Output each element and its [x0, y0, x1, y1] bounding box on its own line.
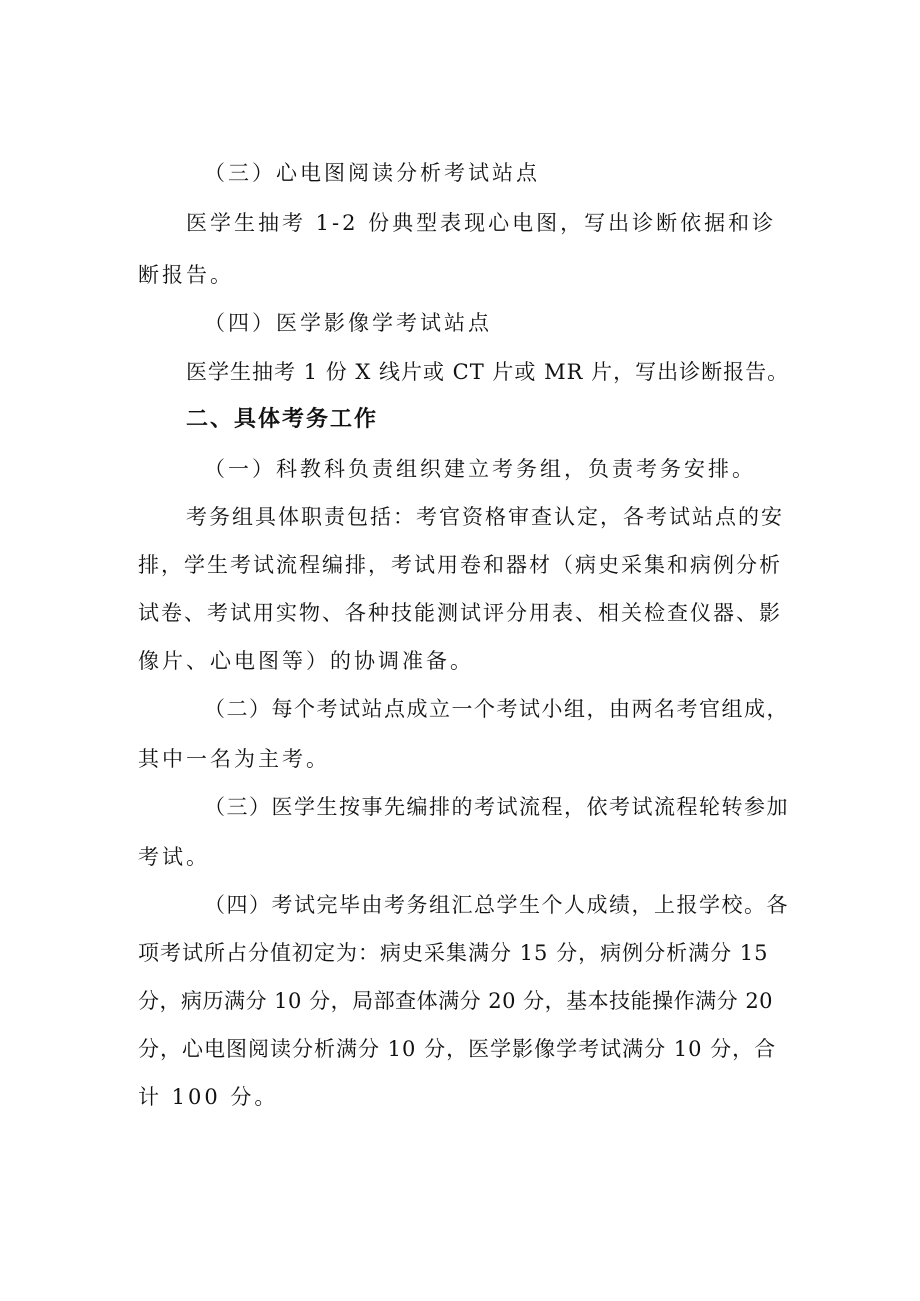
paragraph-line: 像片、心电图等）的协调准备。: [138, 649, 474, 673]
section-heading: 二、具体考务工作: [186, 407, 379, 432]
paragraph-line: （三）医学生按事先编排的考试流程，依考试流程轮转参加: [204, 795, 789, 819]
paragraph-line: 断报告。: [138, 263, 234, 287]
paragraph-line: 医学生抽考 1-2 份典型表现心电图，写出诊断依据和诊: [186, 211, 777, 235]
paragraph-line: （一）科教科负责组织建立考务组，负责考务安排。: [204, 457, 756, 481]
paragraph-line: 考务组具体职责包括：考官资格审查认定，各考试站点的安: [186, 505, 784, 529]
paragraph-line: 试卷、考试用实物、各种技能测试评分用表、相关检查仪器、影: [138, 601, 782, 625]
subsection-heading-ecg: （三）心电图阅读分析考试站点: [204, 161, 540, 185]
paragraph-line: 医学生抽考 1 份 X 线片或 CT 片或 MR 片，写出诊断报告。: [186, 360, 790, 384]
subsection-heading-imaging: （四）医学影像学考试站点: [204, 311, 492, 335]
paragraph-line: 考试。: [138, 845, 210, 869]
paragraph-line: 分，心电图阅读分析满分 10 分，医学影像学考试满分 10 分，合: [138, 1037, 777, 1061]
paragraph-line: 其中一名为主考。: [138, 747, 330, 771]
paragraph-line: 计 100 分。: [138, 1085, 279, 1109]
paragraph-line: 项考试所占分值初定为：病史采集满分 15 分，病例分析满分 15: [138, 941, 769, 965]
paragraph-line: （四）考试完毕由考务组汇总学生个人成绩，上报学校。各: [204, 893, 789, 917]
paragraph-line: 分，病历满分 10 分，局部查体满分 20 分，基本技能操作满分 20: [138, 989, 774, 1013]
paragraph-line: 排，学生考试流程编排，考试用卷和器材（病史采集和病例分析: [138, 553, 782, 577]
paragraph-line: （二）每个考试站点成立一个考试小组，由两名考官组成，: [204, 697, 789, 721]
